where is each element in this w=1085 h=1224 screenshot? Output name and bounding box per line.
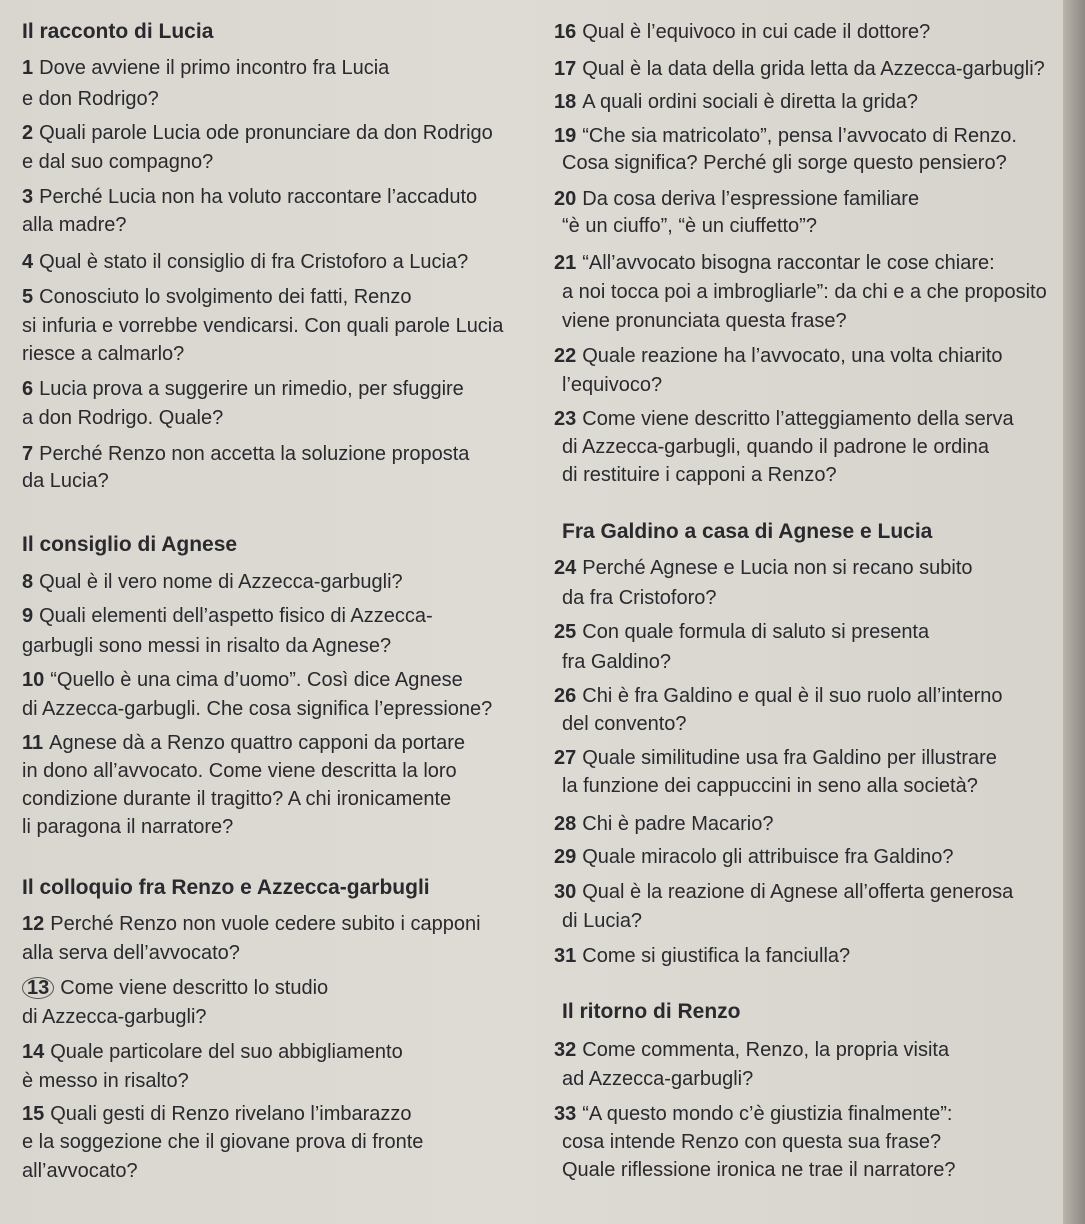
question-25: 25 Con quale formula di saluto si presenta bbox=[554, 621, 930, 643]
question-17: 17 Qual è la data della grida letta da Azzecca-garbugli? bbox=[554, 58, 1045, 80]
question-14-line: è messo in risalto? bbox=[22, 1070, 189, 1092]
question-19: 19 “Che sia matricolato”, pensa l’avvocato di Renzo. bbox=[554, 125, 1017, 147]
section-title: Fra Galdino a casa di Agnese e Lucia bbox=[562, 520, 933, 543]
question-20: 20 Da cosa deriva l’espressione familiare bbox=[554, 188, 920, 210]
question-32: 32 Come commenta, Renzo, la propria visita bbox=[554, 1039, 950, 1061]
question-27-line: la funzione dei cappuccini in seno alla società? bbox=[562, 775, 978, 797]
question-25-line: fra Galdino? bbox=[562, 651, 671, 673]
question-6-line: a don Rodrigo. Quale? bbox=[22, 407, 224, 429]
section-title: Il racconto di Lucia bbox=[22, 20, 214, 43]
question-12: 12 Perché Renzo non vuole cedere subito i capponi bbox=[22, 913, 481, 935]
question-7-line: da Lucia? bbox=[22, 470, 109, 492]
question-33-line: cosa intende Renzo con questa sua frase? bbox=[562, 1131, 942, 1153]
question-21-line: a noi tocca poi a imbrogliarle”: da chi e a che proposito bbox=[562, 281, 1047, 303]
question-10: 10 “Quello è una cima d’uomo”. Così dice Agnese bbox=[22, 669, 463, 691]
question-31: 31 Come si giustifica la fanciulla? bbox=[554, 945, 851, 967]
question-26-line: del convento? bbox=[562, 713, 687, 735]
question-30: 30 Qual è la reazione di Agnese all’offerta generosa bbox=[554, 881, 1014, 903]
question-1-line: e don Rodrigo? bbox=[22, 88, 159, 110]
question-5: 5 Conosciuto lo svolgimento dei fatti, Renzo bbox=[22, 286, 412, 308]
question-14: 14 Quale particolare del suo abbigliamento bbox=[22, 1041, 403, 1063]
question-11-line: condizione durante il tragitto? A chi ironicamente bbox=[22, 788, 452, 810]
question-32-line: ad Azzecca-garbugli? bbox=[562, 1068, 754, 1090]
section-title: Il colloquio fra Renzo e Azzecca-garbugli bbox=[22, 876, 430, 899]
question-23-line: di restituire i capponi a Renzo? bbox=[562, 464, 837, 486]
section-title: Il ritorno di Renzo bbox=[562, 1000, 741, 1023]
question-1: 1 Dove avviene il primo incontro fra Lucia bbox=[22, 57, 390, 79]
question-21: 21 “All’avvocato bisogna raccontar le cose chiare: bbox=[554, 252, 995, 274]
question-7: 7 Perché Renzo non accetta la soluzione proposta bbox=[22, 443, 470, 465]
question-4: 4 Qual è stato il consiglio di fra Cristoforo a Lucia? bbox=[22, 251, 469, 273]
question-8: 8 Qual è il vero nome di Azzecca-garbugli? bbox=[22, 571, 403, 593]
question-27: 27 Quale similitudine usa fra Galdino per illustrare bbox=[554, 747, 997, 769]
question-20-line: “è un ciuffo”, “è un ciuffetto”? bbox=[562, 215, 817, 237]
question-33-line: Quale riflessione ironica ne trae il narratore? bbox=[562, 1159, 956, 1181]
question-3: 3 Perché Lucia non ha voluto raccontare l’accaduto bbox=[22, 186, 478, 208]
question-10-line: di Azzecca-garbugli. Che cosa significa l’epressione? bbox=[22, 698, 493, 720]
question-11: 11 Agnese dà a Renzo quattro capponi da portare bbox=[22, 732, 466, 754]
question-28: 28 Chi è padre Macario? bbox=[554, 813, 774, 835]
question-2-line: e dal suo compagno? bbox=[22, 151, 214, 173]
question-23: 23 Come viene descritto l’atteggiamento della serva bbox=[554, 408, 1014, 430]
question-22-line: l’equivoco? bbox=[562, 374, 663, 396]
question-13: 13 Come viene descritto lo studio bbox=[22, 976, 328, 1000]
question-12-line: alla serva dell’avvocato? bbox=[22, 942, 240, 964]
question-33: 33 “A questo mondo c’è giustizia finalmente”: bbox=[554, 1103, 953, 1125]
question-9: 9 Quali elementi dell’aspetto fisico di Azzecca- bbox=[22, 605, 433, 627]
question-23-line: di Azzecca-garbugli, quando il padrone le ordina bbox=[562, 436, 989, 458]
question-21-line: viene pronunciata questa frase? bbox=[562, 310, 847, 332]
page-edge bbox=[1063, 0, 1085, 1224]
question-5-line: si infuria e vorrebbe vendicarsi. Con quali parole Lucia bbox=[22, 315, 504, 337]
question-22: 22 Quale reazione ha l’avvocato, una volta chiarito bbox=[554, 345, 1003, 367]
section-title: Il consiglio di Agnese bbox=[22, 533, 238, 556]
question-11-line: li paragona il narratore? bbox=[22, 816, 234, 838]
question-24-line: da fra Cristoforo? bbox=[562, 587, 717, 609]
question-6: 6 Lucia prova a suggerire un rimedio, per sfuggire bbox=[22, 378, 464, 400]
question-2: 2 Quali parole Lucia ode pronunciare da don Rodrigo bbox=[22, 122, 493, 144]
question-15-line: e la soggezione che il giovane prova di fronte bbox=[22, 1131, 424, 1153]
question-19-line: Cosa significa? Perché gli sorge questo pensiero? bbox=[562, 152, 1007, 174]
question-15: 15 Quali gesti di Renzo rivelano l’imbarazzo bbox=[22, 1103, 412, 1125]
question-15-line: all’avvocato? bbox=[22, 1160, 138, 1182]
question-26: 26 Chi è fra Galdino e qual è il suo ruolo all’interno bbox=[554, 685, 1003, 707]
question-5-line: riesce a calmarlo? bbox=[22, 343, 185, 365]
question-9-line: garbugli sono messi in risalto da Agnese? bbox=[22, 635, 392, 657]
question-24: 24 Perché Agnese e Lucia non si recano subito bbox=[554, 557, 973, 579]
question-3-line: alla madre? bbox=[22, 214, 127, 236]
question-18: 18 A quali ordini sociali è diretta la grida? bbox=[554, 91, 919, 113]
question-30-line: di Lucia? bbox=[562, 910, 643, 932]
question-29: 29 Quale miracolo gli attribuisce fra Galdino? bbox=[554, 846, 954, 868]
question-13-line: di Azzecca-garbugli? bbox=[22, 1006, 207, 1028]
question-11-line: in dono all’avvocato. Come viene descritta la loro bbox=[22, 760, 457, 782]
question-16: 16 Qual è l’equivoco in cui cade il dottore? bbox=[554, 21, 931, 43]
